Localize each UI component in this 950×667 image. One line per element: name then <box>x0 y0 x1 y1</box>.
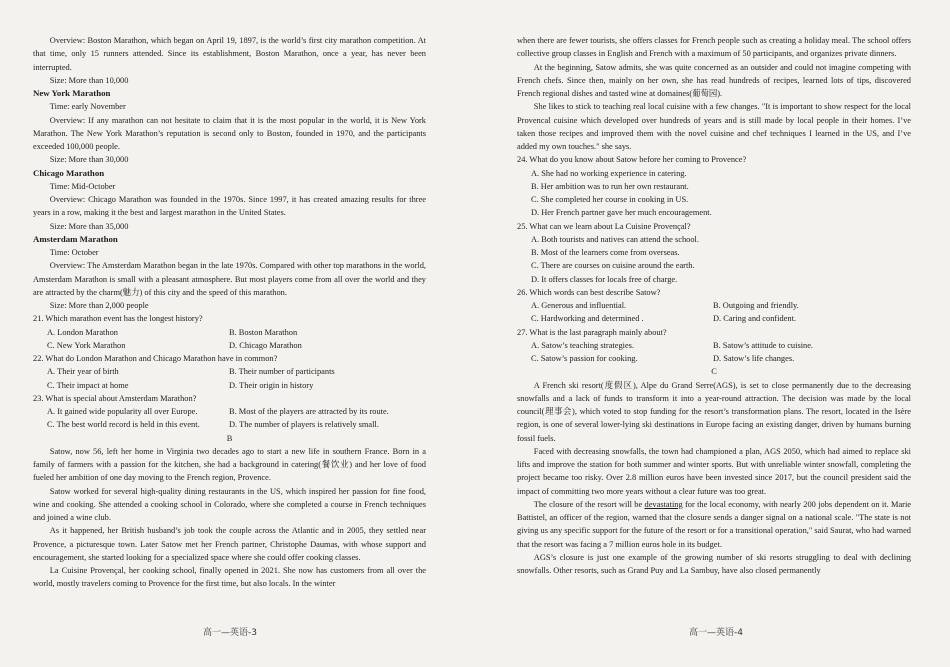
question-text: 27. What is the last paragraph mainly about? <box>517 327 667 337</box>
option-row <box>33 326 426 339</box>
answer-option: D. Her French partner gave her much encouragement. <box>531 208 712 218</box>
answer-option: A. Their year of birth <box>47 367 119 377</box>
paragraph: Satow worked for several high-quality dining restaurants in the US, which inspired her passion for fine food, wine and cooking. She attended a cooking school in Colorado, where she completed a course in French techniques and joined a wine club. <box>33 486 426 522</box>
answer-option: D. Satow’s life changes. <box>713 354 795 363</box>
answer-option: B. Outgoing and friendly. <box>713 301 799 310</box>
detail-line: Size: More than 2,000 people <box>49 301 149 310</box>
paragraph: She likes to stick to teaching real local cuisine with a few changes. "It is important to show respect for the local Provencal cuisine which developed over hundreds of years and is still made by local people in their homes. I’ve taken those recipes and improved them with the novel cuisine and chef techniques I learned in the US, and I’ve added my own touches." she says. <box>517 102 911 151</box>
paragraph: Faced with decreasing snowfalls, the town had championed a plan, AGS 2050, which had aimed to replace ski lifts and improve the station for both summer and winter sports. But with unreliable winter snowfall, completing the project became too risky. Over 2.8 million euros have been invested since 2017, but the council president said the impact of committing two more years without a clear future was too great. <box>517 446 911 496</box>
paragraph: Overview: The Amsterdam Marathon began in the late 1970s. Compared with other top marathons in the world, Amsterdam Marathon is small with a pleasant atmosphere. But most players come from all over the world and they are attracted by the charm(魅力) of this city and the speed of this marathon. <box>33 261 426 297</box>
answer-option: D. The number of players is relatively small. <box>229 420 379 430</box>
option-row <box>517 299 911 312</box>
answer-option: C. Hardworking and determined . <box>531 314 644 324</box>
option-row <box>33 418 426 431</box>
answer-option: B. Their number of participants <box>229 367 335 377</box>
option-row <box>33 405 426 418</box>
section-heading: Amsterdam Marathon <box>33 233 118 244</box>
question-text: 25. What can we learn about La Cuisine Provençal? <box>517 221 691 231</box>
detail-line: Time: October <box>49 248 99 257</box>
answer-option: C. She completed her course in cooking in US. <box>531 195 689 204</box>
right-column <box>517 34 911 577</box>
answer-option: B. Most of the players are attracted by its route. <box>229 407 389 416</box>
answer-option: C. There are courses on cuisine around the earth. <box>531 261 695 271</box>
answer-option: A. London Marathon <box>47 327 118 337</box>
page-number-left: 高一—英语-3 <box>203 628 257 638</box>
answer-option: A. She had no working experience in catering. <box>531 168 687 178</box>
paragraph: Overview: Chicago Marathon was founded in the 1970s. Since 1997, it has created amazing results for three years in a row, making it the best and largest marathon in the United States. <box>33 195 426 218</box>
section-heading: Chicago Marathon <box>33 167 105 178</box>
paragraph: La Cuisine Provençal, her cooking school, finally opened in 2021. She now has customers from all over the world, mostly travelers coming to Provence for the first time, but also locals. In the winter <box>33 566 426 589</box>
paragraph-text: for the local economy, with nearly 200 jobs dependent on it. Marie Battistel, an officer of the region, warned that the closure sends a danger signal on a national scale. "The state is not giving us any specific support for the future of the resort or for a transitional operation," said Saurat, who had warned that the resort was facing a 7 million euros hole in its budget. <box>517 499 911 549</box>
question-text: 26. Which words can best describe Satow? <box>517 287 661 297</box>
answer-option: D. It offers classes for locals free of charge. <box>531 274 678 284</box>
answer-option: B. Most of the learners come from overseas. <box>531 248 680 257</box>
underlined-word: devastating <box>644 499 683 509</box>
answer-option: A. Generous and influential. <box>531 301 627 310</box>
option-row <box>33 379 426 392</box>
answer-option: A. Satow’s teaching strategies. <box>531 340 635 350</box>
question-text: 23. What is special about Amsterdam Marathon? <box>33 393 197 403</box>
answer-option: D. Caring and confident. <box>713 314 797 324</box>
answer-option: D. Their origin in history <box>229 380 314 390</box>
section-heading: New York Marathon <box>33 88 111 98</box>
paragraph: AGS’s closure is just one example of the growing number of ski resorts struggling to deal with declining snowfalls. Other resorts, such as Grand Puy and La Sambuy, have also closed permanently <box>517 552 911 575</box>
option-row <box>517 352 911 365</box>
detail-line: Time: Mid-October <box>49 181 116 191</box>
question-text: when there are fewer tourists, she offers classes for French people such as creating a holiday meal. The school offers collective group classes in English and French with a maximum of 50 participants, and organizes private dinners. <box>517 36 911 59</box>
option-row <box>33 339 426 352</box>
answer-option: C. Satow’s passion for cooking. <box>531 354 638 363</box>
answer-option: B. Satow’s attitude to cuisine. <box>713 340 814 350</box>
question-text: 21. Which marathon event has the longest history? <box>33 314 203 324</box>
question-text: 22. What do London Marathon and Chicago Marathon have in common? <box>33 354 278 363</box>
paragraph: Satow, now 56, left her home in Virginia two decades ago to start a new life in southern France. Born in a family of farmers with a passion for the kitchen, she had a background in catering(餐饮业) and her love of food fueled her ambition of one day moving to the French region, Provence. <box>33 446 426 483</box>
page-number-right: 高一—英语-4 <box>689 628 743 638</box>
paragraph: At the beginning, Satow admits, she was quite concerned as an outsider and could not imagine competing with French chefs. Since then, mainly on her own, she has read hundreds of recipes, learned lots of tips, discovered French regional dishes and tasted wine at domaines(葡萄园). <box>517 62 911 98</box>
section-letter: C <box>711 367 717 377</box>
detail-line: Size: More than 35,000 <box>49 221 129 231</box>
paragraph: Overview: If any marathon can not hesitate to claim that it is the most popular in the world, it is New York Marathon. The New York Marathon’s reputation is second only to Boston, founded in 1970, and the participants exceeded 100,000 people. <box>33 115 426 151</box>
detail-line: Size: More than 30,000 <box>49 155 129 165</box>
paragraph <box>517 498 911 551</box>
question-text: 24. What do you know about Satow before her coming to Provence? <box>517 155 747 165</box>
left-column <box>33 34 426 591</box>
answer-option: C. New York Marathon <box>47 340 126 350</box>
paragraph: Overview: Boston Marathon, which began on April 19, 1897, is the world’s first city marathon competition. At that time, only 15 runners attended. Since its establishment, Boston Marathon, once a year, has never been interrupted. <box>33 36 426 72</box>
answer-option: A. It gained wide popularity all over Europe. <box>47 407 198 416</box>
paragraph-text: The closure of the resort will be <box>533 499 645 509</box>
option-row <box>517 339 911 352</box>
paragraph: As it happened, her British husband’s job took the couple across the Atlantic and in 2005, they settled near Provence, a picturesque town. Later Satow met her French partner, Christophe Daumas, with whose support and encouragement, she started looking for a specialized space where she could offer cooking classes. <box>33 526 426 562</box>
section-letter: B <box>226 433 233 443</box>
answer-option: D. Chicago Marathon <box>229 340 302 350</box>
answer-option: B. Boston Marathon <box>229 327 298 337</box>
answer-option: C. The best world record is held in this event. <box>47 420 200 430</box>
option-row <box>33 365 426 378</box>
option-row <box>517 312 911 325</box>
detail-line: Time: early November <box>49 102 126 112</box>
answer-option: A. Both tourists and natives can attend the school. <box>531 234 699 244</box>
paragraph: A French ski resort(度假区), Alpe du Grand Serre(AGS), is set to close permanently due to the decreasing snowfalls and a lack of funds to transform it into a year-round attraction. The decision was made by the local council(理事会), which voted to stop funding for the resort’s transformation plans. The resort, located in the Isère region, is one of several lower-lying ski destinations in Europe facing an existing danger, driven by humans burning fossil fuels. <box>517 380 911 443</box>
answer-option: B. Her ambition was to run her own restaurant. <box>531 181 689 191</box>
detail-line: Size: More than 10,000 <box>49 75 129 85</box>
answer-option: C. Their impact at home <box>47 380 129 390</box>
